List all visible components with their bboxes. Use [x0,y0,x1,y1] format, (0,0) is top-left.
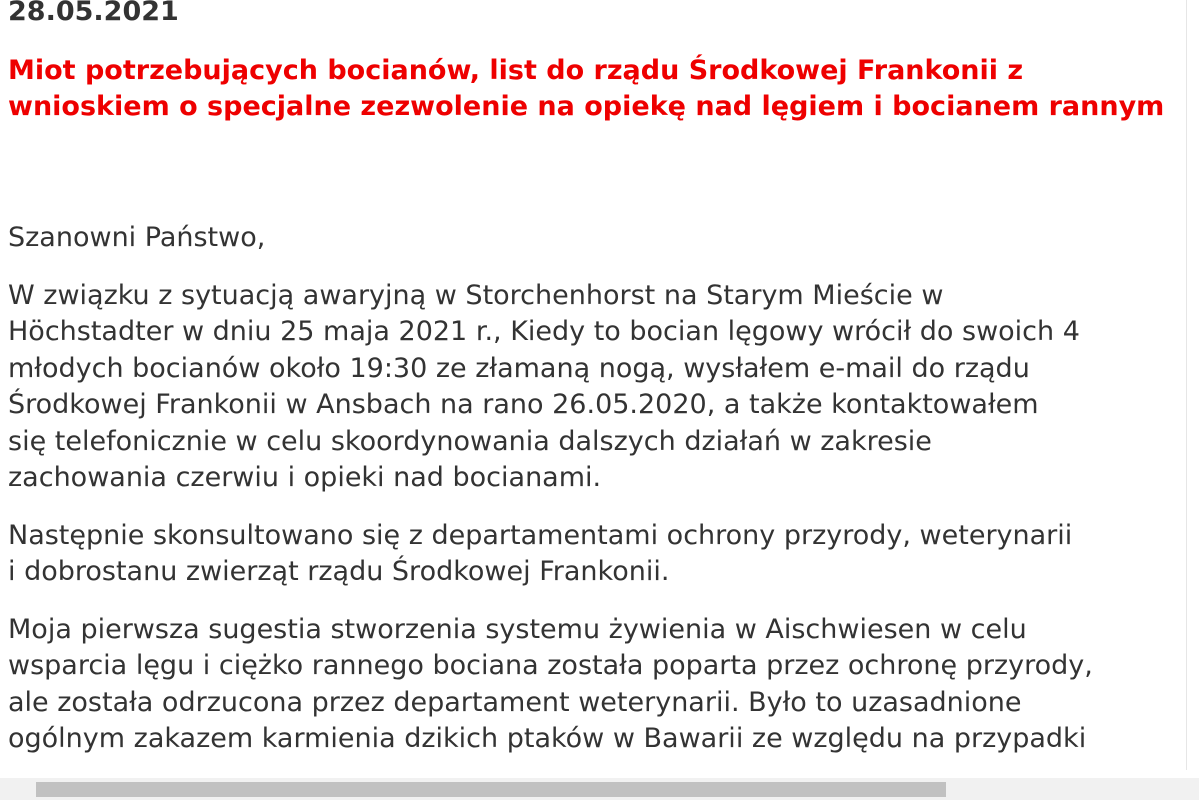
paragraph-3-line: wsparcia lęgu i ciężko rannego bociana została poparta przez ochronę przyrody, [8,650,1093,681]
article-title-line-1: Miot potrzebujących bocianów, list do rządu Środkowej Frankonii z [8,55,1024,86]
paragraph-1-line: się telefonicznie w celu skoordynowania dalszych działań w zakresie [8,425,932,457]
paragraph-2-line: i dobrostanu zwierząt rządu Środkowej Frankonii. [8,556,670,587]
paragraph-2 [8,518,1184,591]
paragraph-1-line: Höchstadter w dniu 25 maja 2021 r., Kiedy to bocian lęgowy wrócił do swoich 4 [8,316,1080,347]
horizontal-scrollbar[interactable] [0,778,1199,800]
salutation: Szanowni Państwo, [8,222,266,253]
article-content [8,0,1184,758]
paragraph-3 [8,612,1184,758]
paragraph-3-line: ale została odrzucona przez departament weterynarii. Było to uzasadnione [8,686,1022,718]
paragraph-1-line: W związku z sytuacją awaryjną w Storchenhorst na Starym Mieście w [8,279,944,311]
paragraph-3-line: Moja pierwsza sugestia stworzenia systemu żywienia w Aischwiesen w celu [8,613,1027,645]
horizontal-scrollbar-thumb[interactable] [36,782,946,797]
article-title-line-2: wnioskiem o specjalne zezwolenie na opiekę nad lęgiem i bocianem rannym [8,91,1165,122]
article-date: 28.05.2021 [8,0,179,27]
paragraph-1-line: Środkowej Frankonii w Ansbach na rano 26.05.2020, a także kontaktowałem [8,389,1039,420]
paragraph-1-line: zachowania czerwiu i opieki nad bocianami. [8,462,602,493]
paragraph-2-line: Następnie skonsultowano się z departamentami ochrony przyrody, weterynarii [8,519,1073,551]
paragraph-1-line: młodych bocianów około 19:30 ze złamaną nogą, wysłałem e-mail do rządu [8,352,1030,384]
paragraph-1 [8,278,1184,497]
vertical-scrollbar[interactable] [1186,0,1199,770]
paragraph-3-line: ogólnym zakazem karmienia dzikich ptaków w Bawarii ze względu na przypadki [8,723,1087,754]
article-title [8,53,1184,125]
